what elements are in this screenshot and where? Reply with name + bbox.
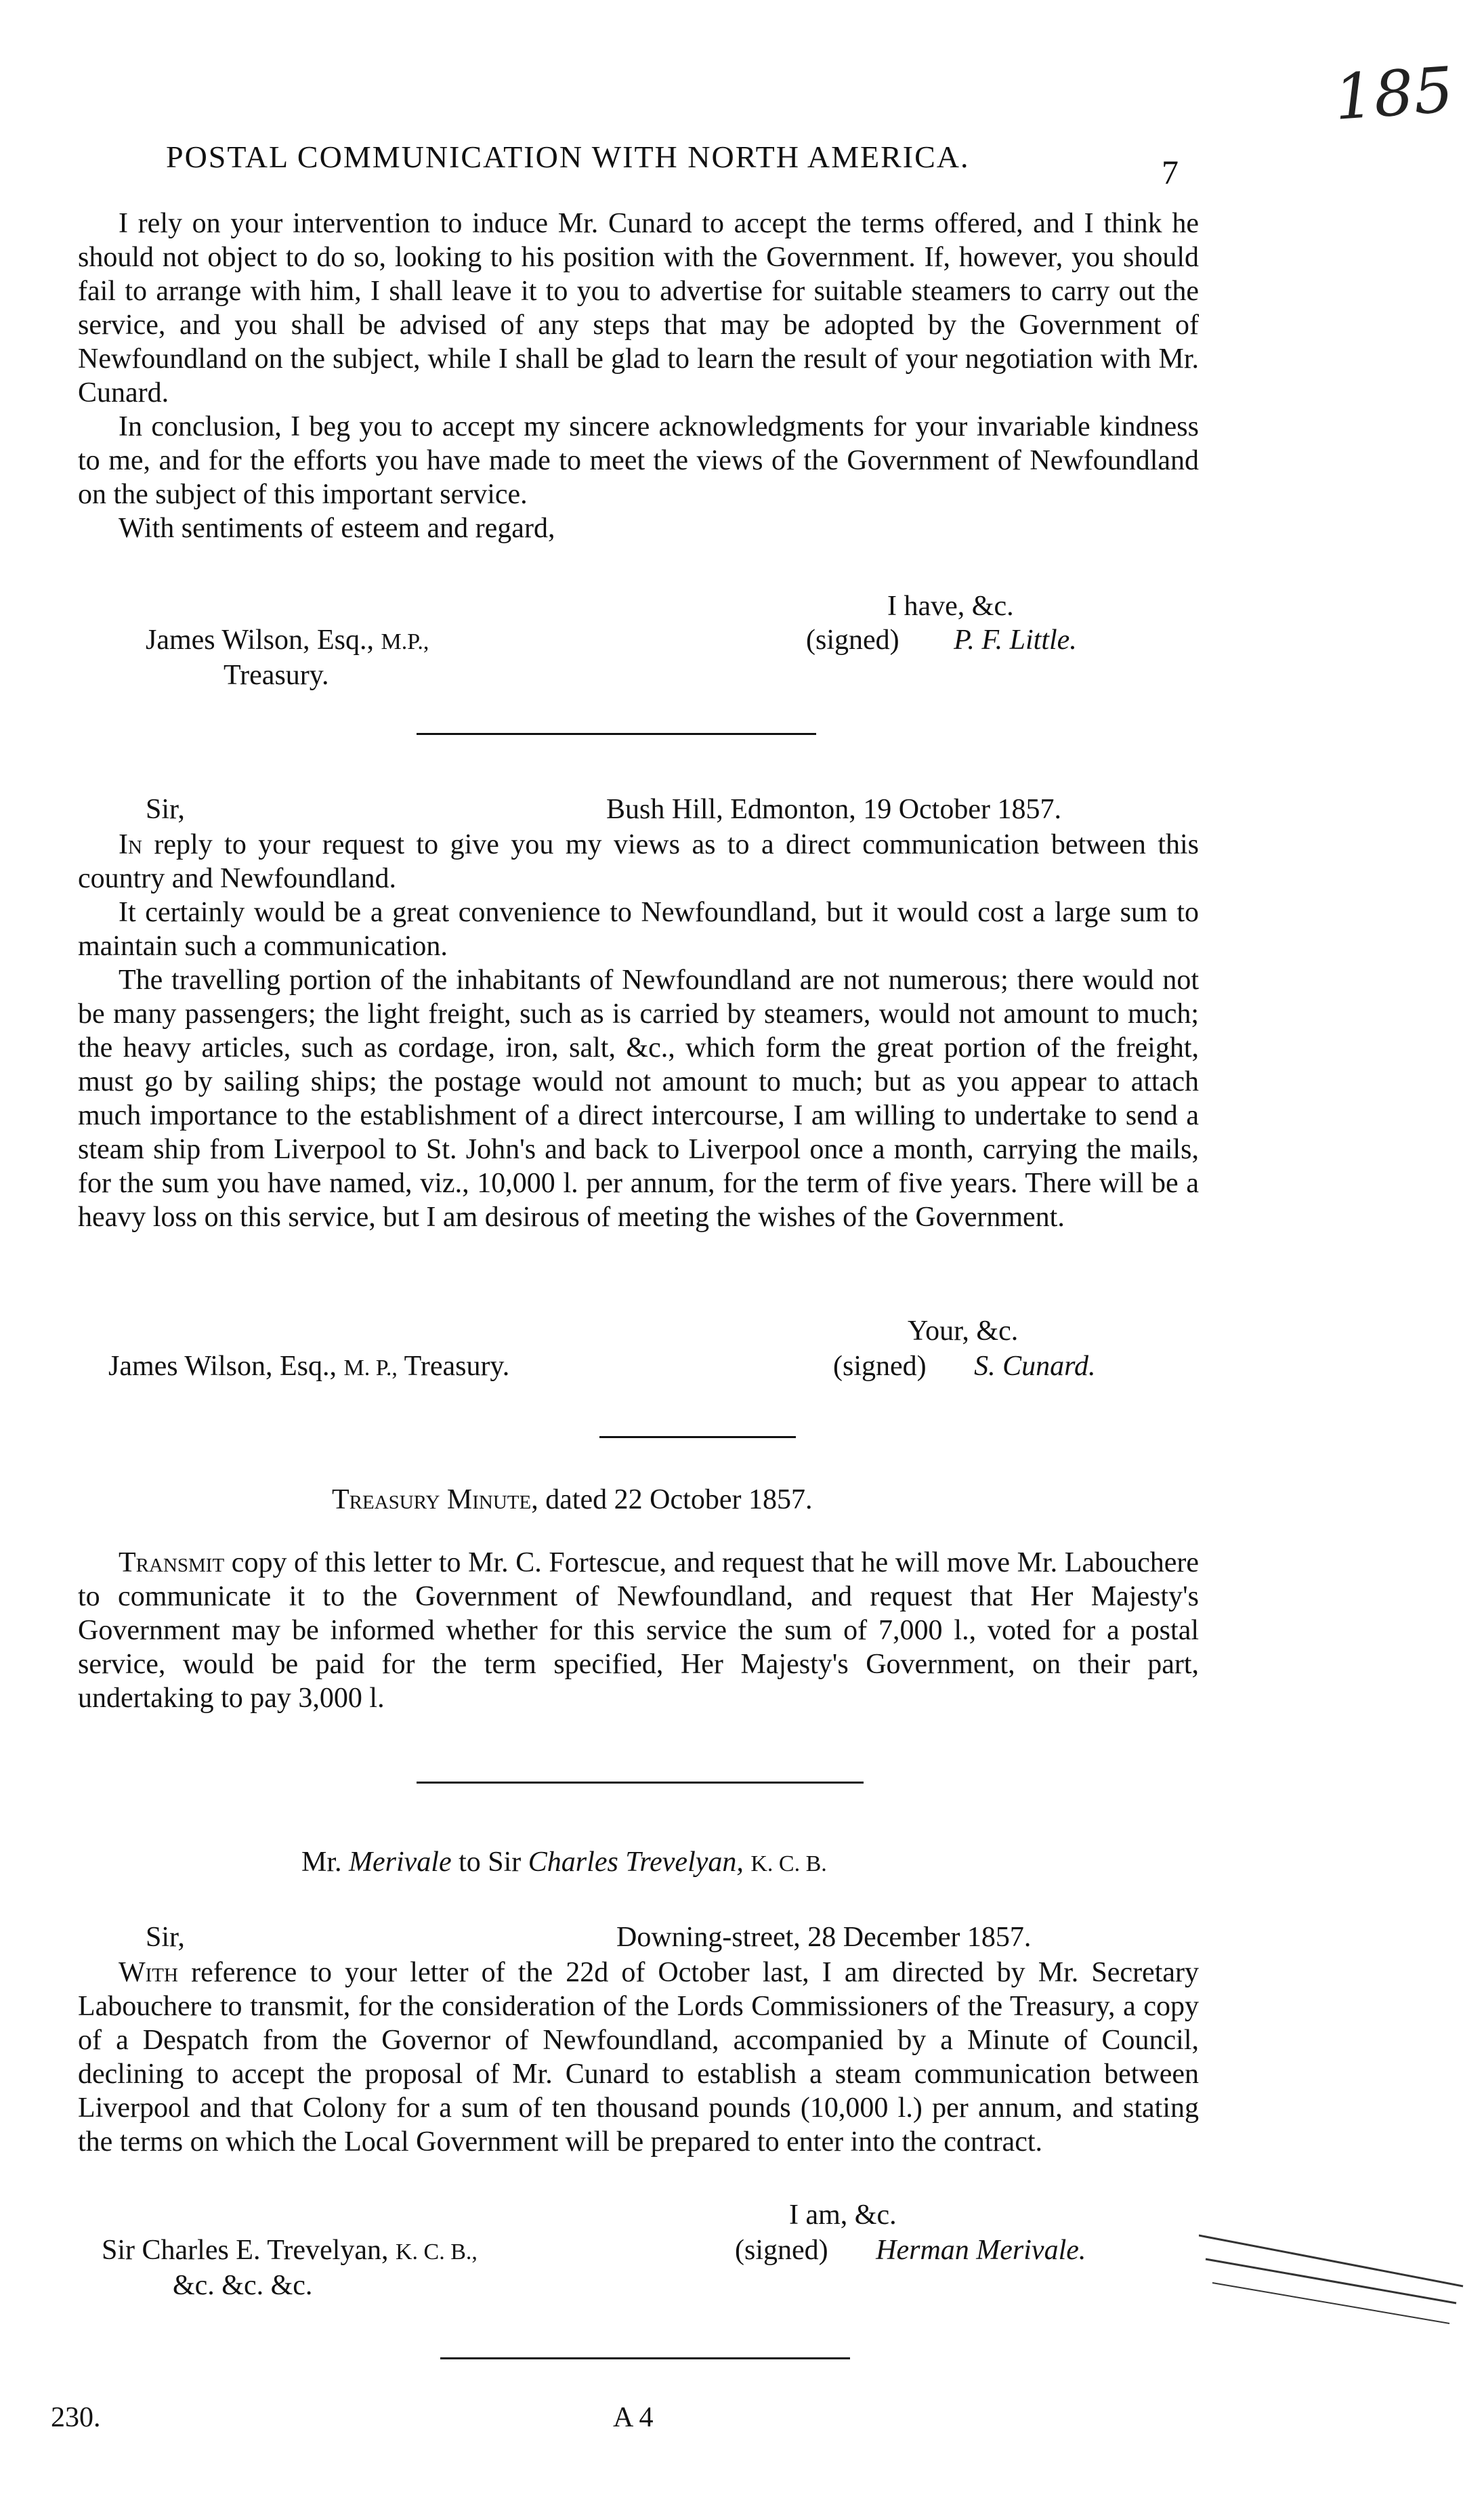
letter2-closing: Your, &c. <box>908 1315 1019 1347</box>
section-divider <box>417 733 816 735</box>
letter3-addressee <box>102 2233 478 2269</box>
addressee-name: James Wilson, Esq., <box>146 625 375 656</box>
signatory-name: Herman Merivale. <box>876 2235 1086 2266</box>
letter1-body <box>78 207 1199 545</box>
running-head: POSTAL COMMUNICATION WITH NORTH AMERICA. <box>166 140 970 174</box>
section-divider <box>440 2357 850 2359</box>
signed-label: (signed) <box>806 625 899 656</box>
signatory-name: S. Cunard. <box>974 1351 1096 1382</box>
letter3-signature <box>735 2233 1086 2267</box>
letter3-body <box>78 1956 1199 2159</box>
letter3-salutation: Sir, <box>146 1922 185 1953</box>
letter2-addressee <box>108 1349 509 1385</box>
letter2-salutation: Sir, <box>146 794 185 825</box>
letter1-office: Treasury. <box>224 660 329 691</box>
minute-heading-title: Treasury Minute, <box>332 1484 538 1515</box>
footer-signature-mark: A 4 <box>613 2402 654 2433</box>
letter2-signature <box>833 1349 1095 1383</box>
minute-paragraph: Transmit copy of this letter to Mr. C. Fortescue, and request that he will move Mr. Labouchere to communicate it to the Government of Newfoundland, and request that Her Majesty's Government may be informed whether for this service the sum of 7,000 l., voted for a postal service, would be paid for the term specified, Her Majesty's Government, on their part, undertaking to pay 3,000 l. <box>78 1547 1200 1714</box>
handwritten-folio-number: 185 <box>1332 54 1456 134</box>
minute-body <box>78 1546 1199 1715</box>
page-number: 7 <box>1162 153 1179 191</box>
footer-sheet-number: 230. <box>51 2402 101 2433</box>
letter1-addressee <box>146 623 429 659</box>
letter2-paragraph: In reply to your request to give you my views as to a direct communication between this country and Newfoundland. <box>78 829 1200 894</box>
first-word: With <box>119 1957 178 1988</box>
first-word: Transmit <box>119 1547 225 1578</box>
letter3-paragraph: With reference to your letter of the 22d of October last, I am directed by Mr. Secretary Labouchere to transmit, for the consideration of the Lords Commissioners of the Treasury, a copy of a Despatch from the Governor of Newfoundland, accompanied by a Minute of Council, declining to accept the proposal of Mr. Cunard to establish a steam communication between Liverpool and that Colony for a sum of ten thousand pounds (10,000 l.) per annum, and stating the terms on which the Local Government will be prepared to enter into the contract. <box>78 1957 1199 2157</box>
sender-name: Merivale <box>349 1847 452 1878</box>
addressee-office: Treasury. <box>404 1351 510 1382</box>
letter2-paragraph: It certainly would be a great convenience to Newfoundland, but it would cost a large sum to maintain such a communication. <box>78 897 1199 962</box>
minute-heading-date: dated 22 October 1857. <box>545 1484 813 1515</box>
addressee-name: James Wilson, Esq., <box>108 1351 337 1382</box>
letter2-body <box>78 828 1199 1234</box>
recipient-title: K. C. B. <box>750 1851 827 1876</box>
letter3-closing: I am, &c. <box>789 2199 897 2231</box>
letter1-paragraph: In conclusion, I beg you to accept my sincere acknowledgments for your invariable kindness to me, and for the efforts you have made to meet the views of the Government of Newfoundland on the subject of this important service. <box>78 411 1199 510</box>
addressee-name: Sir Charles E. Trevelyan, <box>102 2235 389 2266</box>
section-divider <box>599 1436 796 1438</box>
minute-heading <box>332 1483 812 1516</box>
letter2-paragraph: The travelling portion of the inhabitants of Newfoundland are not numerous; there would not be many passengers; the light freight, such as is carried by steamers, would not amount to much; the heavy articles, such as cordage, iron, salt, &c., which form the great portion of the freight, must go by sailing ships; the postage would not amount to much; but as you appear to attach much importance to the establishment of a direct intercourse, I am willing to undertake to send a steam ship from Liverpool to St. John's and back to Liverpool once a month, carrying the mails, for the sum you have named, viz., 10,000 l. per annum, for the term of five years. There will be a heavy loss on this service, but I am desirous of meeting the wishes of the Government. <box>78 965 1199 1233</box>
letter3-addressee-etc: &c. &c. &c. <box>173 2270 313 2301</box>
first-word: In <box>119 829 142 860</box>
margin-pen-strokes <box>1199 2222 1470 2330</box>
letter3-place-date: Downing-street, 28 December 1857. <box>616 1922 1032 1953</box>
letter2-place-date: Bush Hill, Edmonton, 19 October 1857. <box>606 794 1061 825</box>
section-divider <box>417 1782 864 1784</box>
letter1-paragraph: I rely on your intervention to induce Mr. Cunard to accept the terms offered, and I think he should not object to do so, looking to his position with the Government. If, however, you should fail to arrange with him, I shall leave it to you to advertise for suitable steamers to carry out the service, and you shall be advised of any steps that may be adopted by the Government of Newfoundland on the subject, while I shall be glad to learn the result of your negotiation with Mr. Cunard. <box>78 208 1199 408</box>
addressee-title: M. P., <box>343 1355 398 1381</box>
letter1-paragraph: With sentiments of esteem and regard, <box>119 513 555 544</box>
signed-label: (signed) <box>833 1351 927 1382</box>
signed-label: (signed) <box>735 2235 828 2266</box>
addressee-title: K. C. B., <box>395 2239 478 2265</box>
recipient-name: Charles Trevelyan, <box>528 1847 744 1878</box>
letter3-heading: Mr. Merivale to Sir Charles Trevelyan, K. C. B. <box>301 1847 827 1878</box>
letter1-signature <box>806 623 1077 657</box>
letter1-closing: I have, &c. <box>887 591 1014 622</box>
signatory-name: P. F. Little. <box>954 625 1077 656</box>
addressee-title: M.P., <box>381 629 429 654</box>
